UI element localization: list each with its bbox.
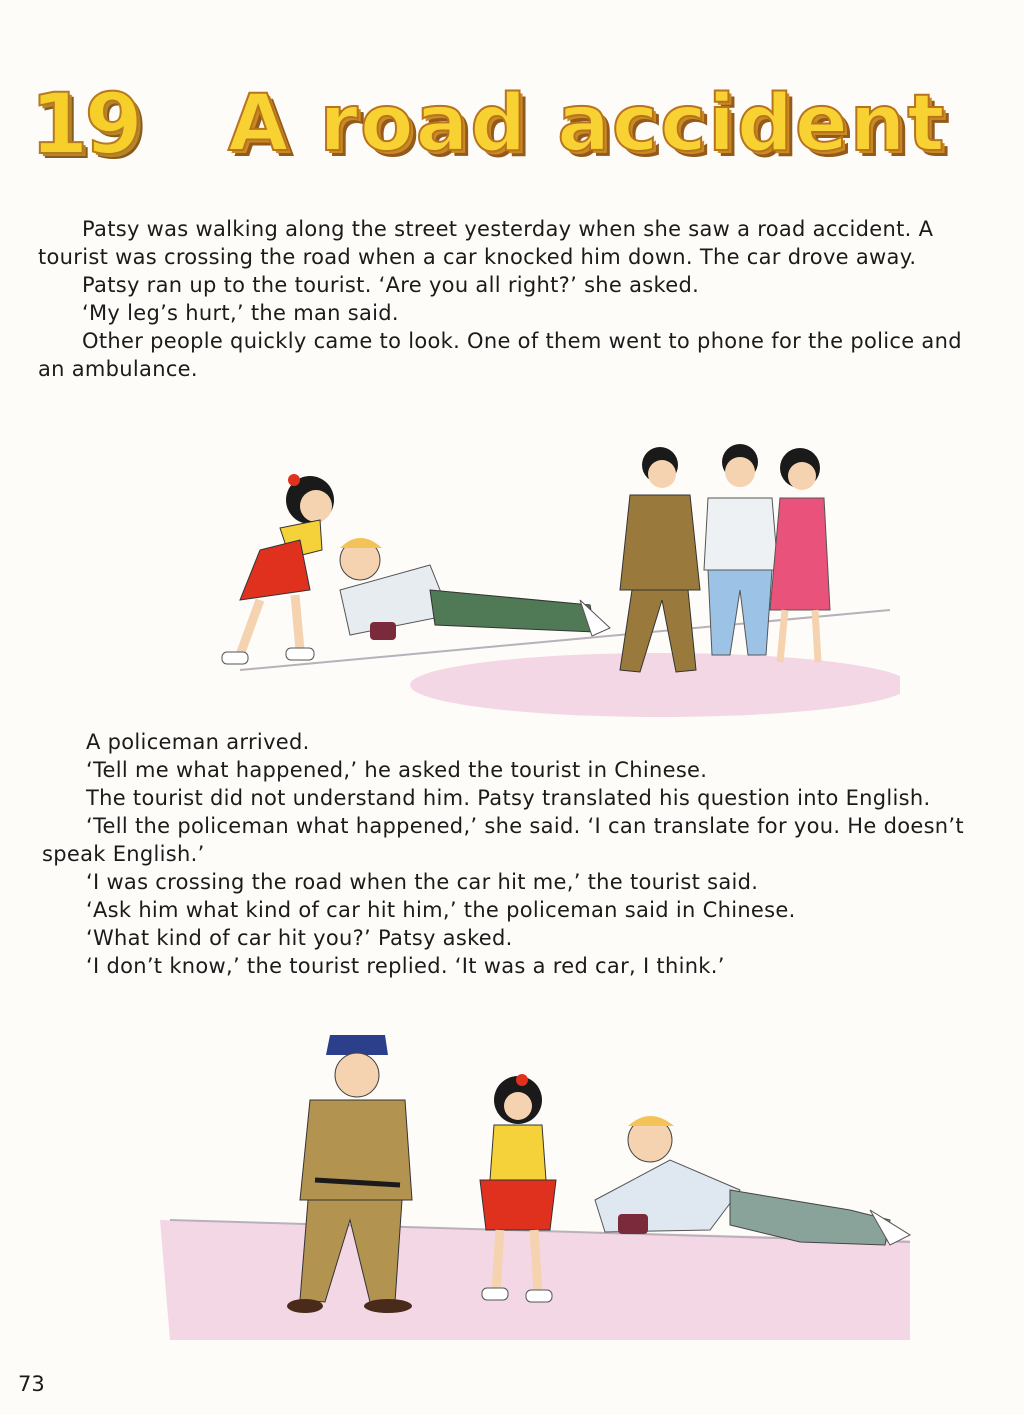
illustration-policeman-scene (150, 1020, 930, 1350)
paragraph: ‘Tell me what happened,’ he asked the tourist in Chinese. (86, 758, 708, 782)
bystander-man-brown (620, 447, 700, 672)
paragraph: The tourist did not understand him. Patsy translated his question into English. (86, 786, 931, 810)
passage-2 (42, 728, 992, 980)
lesson-heading (30, 75, 970, 178)
passage-1 (38, 215, 988, 383)
paragraph: ‘I don’t know,’ the tourist replied. ‘It was a red car, I think.’ (86, 954, 725, 978)
bystander-woman-pink (770, 448, 830, 662)
patsy-figure (222, 474, 334, 664)
paragraph: Patsy ran up to the tourist. ‘Are you all right?’ she asked. (82, 273, 700, 297)
paragraph: A policeman arrived. (86, 730, 310, 754)
lesson-number: 19 (30, 75, 139, 173)
paragraph: Other people quickly came to look. One of them went to phone for the police and an ambulance. (38, 329, 962, 381)
paragraph: ‘Tell the policeman what happened,’ she said. ‘I can translate for you. He doesn’t speak English.’ (42, 814, 964, 866)
paragraph: ‘What kind of car hit you?’ Patsy asked. (86, 926, 513, 950)
paragraph: Patsy was walking along the street yesterday when she saw a road accident. A tourist was crossing the road when a car knocked him down. The car drove away. (38, 217, 934, 269)
illustration-accident-scene (200, 440, 900, 730)
paragraph: ‘I was crossing the road when the car hit me,’ the tourist said. (86, 870, 759, 894)
page-number: 73 (18, 1372, 45, 1396)
paragraph: ‘Ask him what kind of car hit him,’ the policeman said in Chinese. (86, 898, 796, 922)
lesson-title: A road accident (228, 79, 947, 169)
tourist-figure-lying (595, 1116, 910, 1245)
paragraph: ‘My leg’s hurt,’ the man said. (82, 301, 399, 325)
tourist-figure (340, 538, 610, 640)
